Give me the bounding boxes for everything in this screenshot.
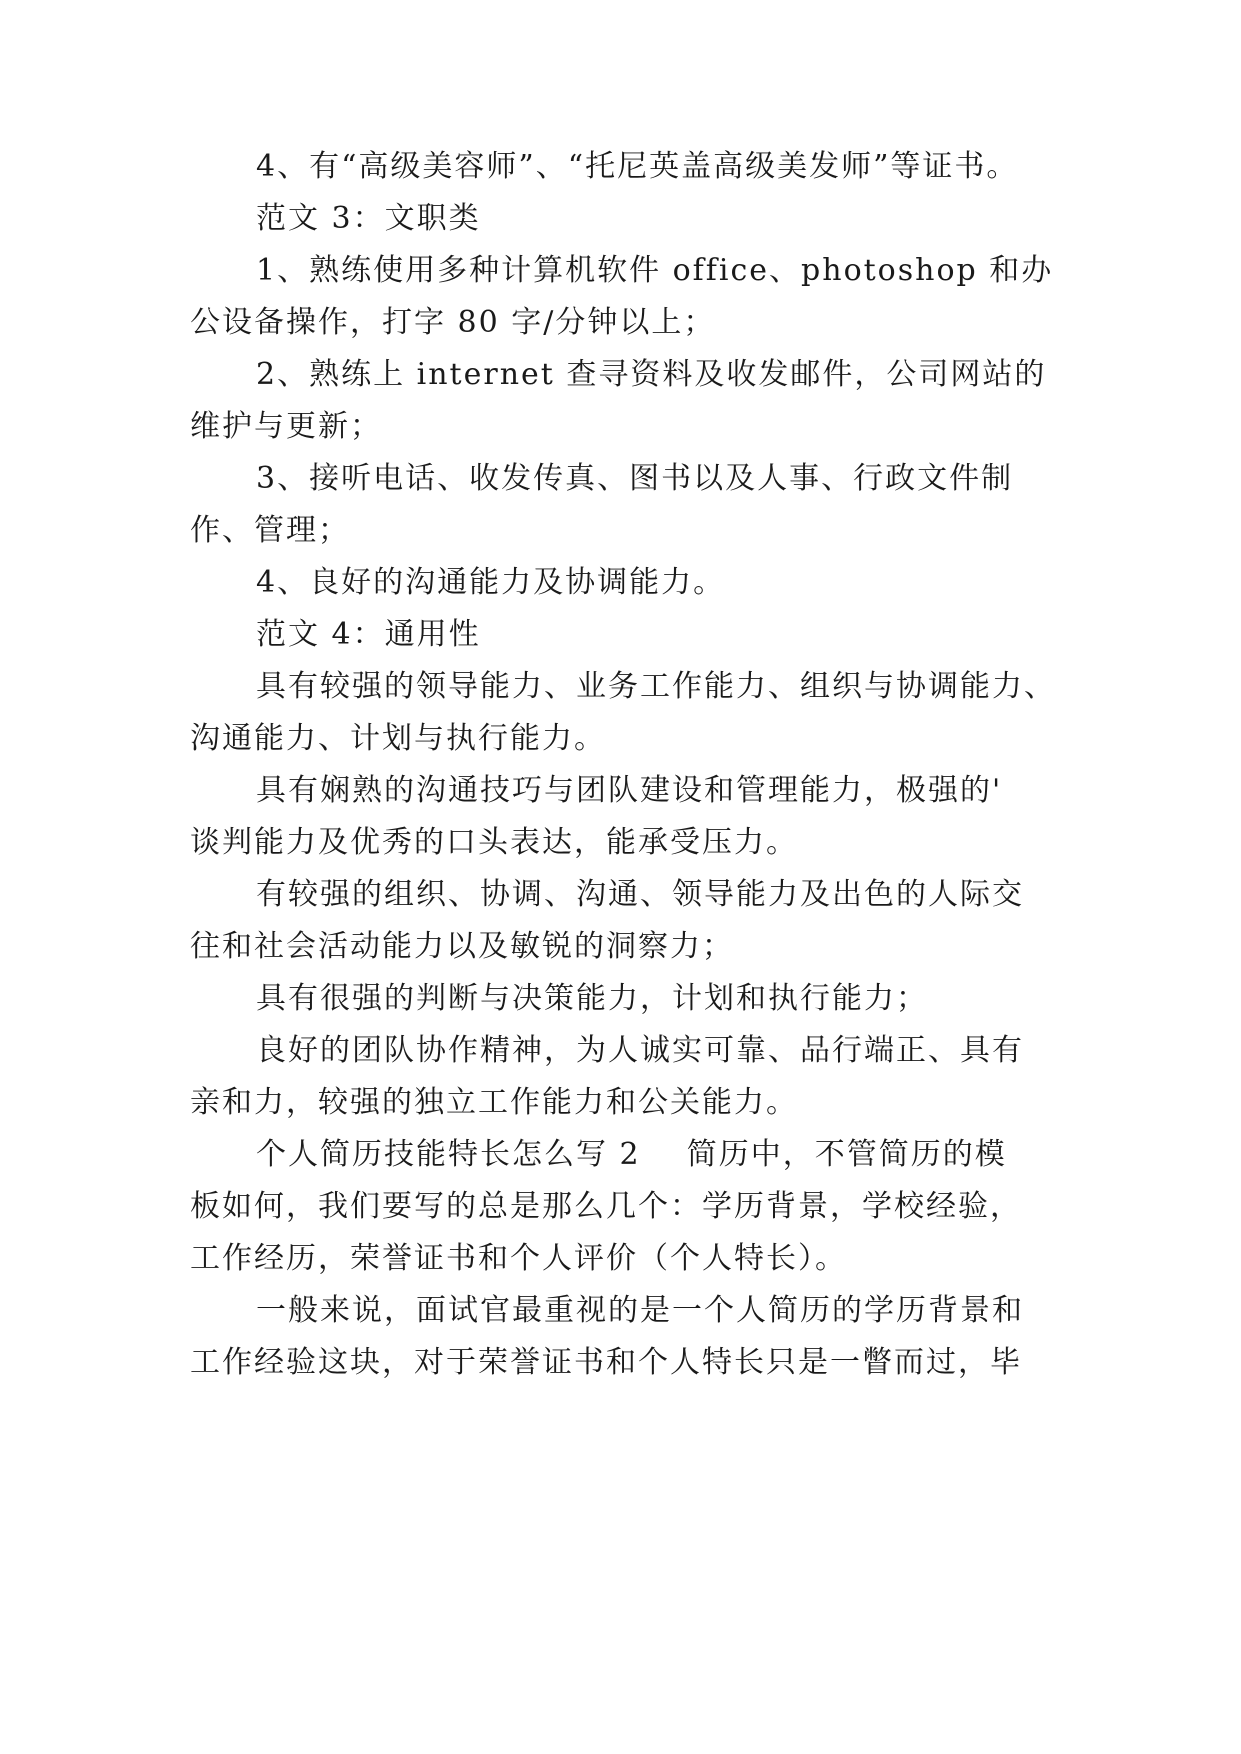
text-line: 具有娴熟的沟通技巧与团队建设和管理能力，极强的' [256,773,1003,808]
text-line: 1、熟练使用多种计算机软件 office、photoshop 和办 [256,253,1054,288]
text-line: 有较强的组织、协调、沟通、领导能力及出色的人际交 [256,877,1024,912]
text-line: 维护与更新； [190,409,382,444]
text-line: 作、管理； [190,513,350,548]
text-line: 3、接听电话、收发传真、图书以及人事、行政文件制 [256,461,1014,496]
text-line: 工作经验这块，对于荣誉证书和个人特长只是一瞥而过，毕 [190,1345,1022,1380]
text-line: 具有较强的领导能力、业务工作能力、组织与协调能力、 [256,669,1056,704]
text-line: 一般来说，面试官最重视的是一个人简历的学历背景和 [256,1293,1024,1328]
text-line: 良好的团队协作精神，为人诚实可靠、品行端正、具有 [256,1033,1024,1068]
text-line: 2、熟练上 internet 查寻资料及收发邮件，公司网站的 [256,357,1047,392]
text-line: 公设备操作，打字 80 字/分钟以上； [190,305,716,340]
section-heading: 范文 4：通用性 [256,617,481,652]
text-line: 具有很强的判断与决策能力，计划和执行能力； [256,981,928,1016]
text-line: 谈判能力及优秀的口头表达，能承受压力。 [190,825,798,860]
text-line: 往和社会活动能力以及敏锐的洞察力； [190,929,734,964]
text-line: 4、良好的沟通能力及协调能力。 [256,565,726,600]
text-line: 4、有“高级美容师”、“托尼英盖高级美发师”等证书。 [256,149,1019,184]
text-line: 工作经历，荣誉证书和个人评价（个人特长）。 [190,1241,847,1276]
text-line: 板如何，我们要写的总是那么几个：学历背景，学校经验， [190,1189,1022,1224]
section-heading: 范文 3：文职类 [256,201,481,236]
text-line: 个人简历技能特长怎么写 2 简历中，不管简历的模 [256,1137,1007,1172]
text-line: 沟通能力、计划与执行能力。 [190,721,606,756]
text-line: 亲和力，较强的独立工作能力和公关能力。 [190,1085,798,1120]
